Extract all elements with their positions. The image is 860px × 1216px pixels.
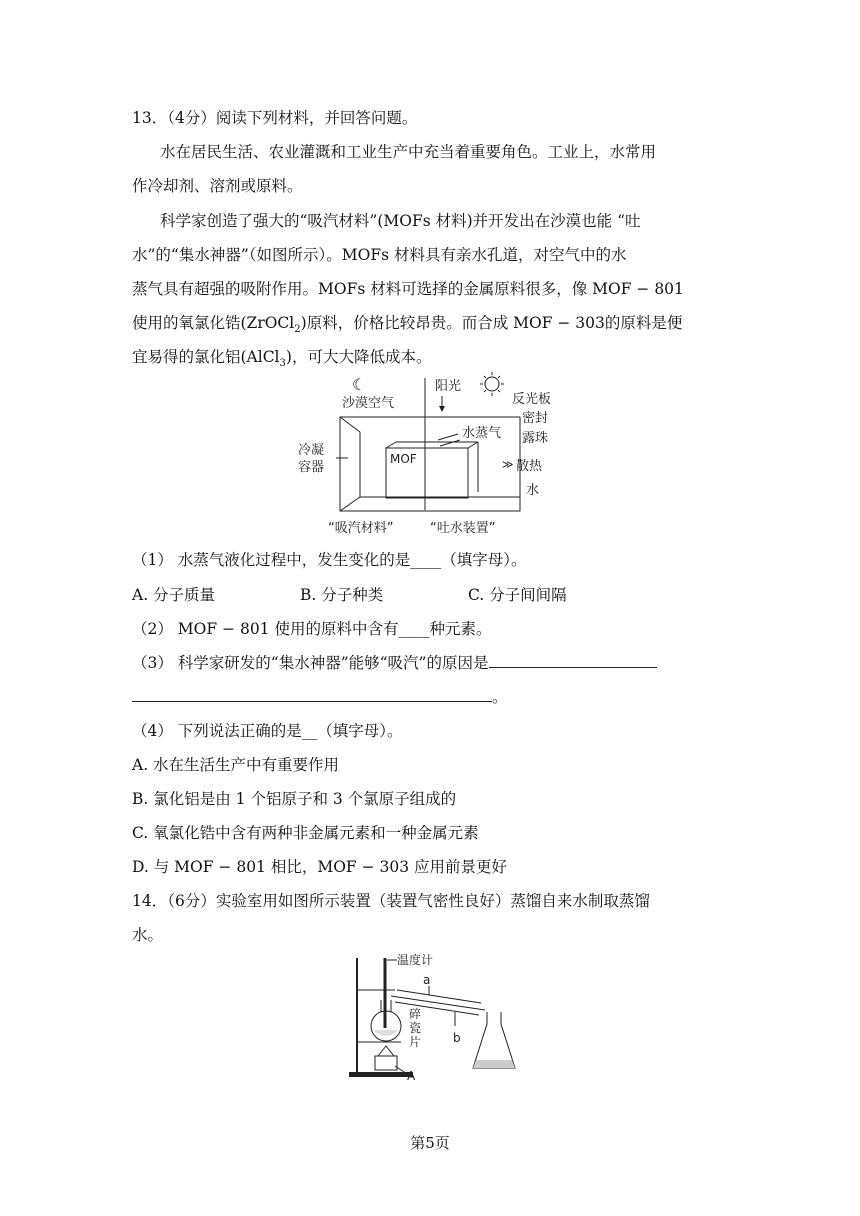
q13-sub3	[132, 653, 657, 673]
q13-sub4-option-d: D. 与 MOF − 801 相比，MOF − 303 应用前景更好	[132, 858, 508, 876]
q13-paragraph-2-line-4	[132, 313, 682, 340]
answer-blank[interactable]	[132, 687, 492, 702]
q13-header: 13．（4分）阅读下列材料，并回答问题。	[132, 109, 418, 127]
distilled-water	[473, 1060, 515, 1068]
sun-icon	[480, 372, 504, 396]
q13-sub1: （1） 水蒸气液化过程中，发生变化的是____（填字母）。	[132, 551, 527, 569]
q13-sub3-line2	[132, 687, 508, 707]
q14-header-line-2: 水。	[132, 926, 164, 944]
water-label: 水	[526, 483, 540, 498]
reflector-label: 反光板	[512, 392, 552, 407]
label-b: b	[453, 1031, 461, 1045]
q14-header-line-1: 14．（6分）实验室用如图所示装置（装置气密性良好）蒸馏自来水制取蒸馏	[132, 892, 650, 910]
water-vapor-label: 水蒸气	[462, 426, 502, 441]
q13-paragraph-1-line-1: 水在居民生活、农业灌溉和工业生产中充当着重要角色。工业上，水常用	[160, 143, 657, 161]
q13-sub4-option-c: C. 氧氯化锆中含有两种非金属元素和一种金属元素	[132, 824, 479, 842]
container-edge	[340, 417, 360, 432]
vapor-arrow	[438, 434, 458, 440]
conical-flask	[473, 1012, 515, 1068]
label-A: A	[407, 1069, 416, 1082]
distillation-apparatus-figure	[345, 950, 525, 1082]
mof-box-edge	[386, 442, 396, 448]
caption-left: “吸汽材料”	[328, 521, 394, 536]
vapor-arrow	[440, 440, 460, 446]
mof-box-edge	[468, 442, 478, 448]
mof-label: MOF	[390, 452, 417, 466]
text-fragment: )，可大大降低成本。	[285, 348, 432, 366]
heat-label: 散热	[516, 459, 543, 474]
condenser-jacket	[397, 990, 481, 1003]
q13-option-c: C. 分子间间隔	[468, 586, 567, 604]
period: 。	[492, 688, 508, 706]
flame	[378, 1046, 394, 1056]
sub3-text: （3） 科学家研发的“集水神器”能够“吸汽”的原因是	[132, 654, 489, 672]
caption-right: “吐水装置”	[430, 521, 496, 536]
desert-air-label: 沙漠空气	[342, 396, 395, 411]
text-fragment: 宜易得的氯化铝(AlCl	[132, 348, 280, 366]
sealed-label: 密封	[522, 411, 549, 426]
q13-sub2: （2） MOF − 801 使用的原料中含有____种元素。	[132, 620, 492, 638]
condenser-label: 冷凝	[298, 443, 325, 458]
thermometer-label: 温度计	[397, 953, 434, 967]
sunlight-label: 阳光	[435, 379, 462, 394]
condenser-label: 容器	[298, 460, 325, 475]
q13-option-a: A. 分子质量	[132, 586, 216, 604]
text-fragment: 使用的氧氯化锆(ZrOCl	[132, 314, 295, 332]
heat-arrows-icon: ≫	[502, 458, 514, 471]
answer-blank[interactable]	[489, 653, 657, 668]
q13-option-b: B. 分子种类	[300, 586, 384, 604]
flask-liquid	[373, 1030, 399, 1036]
chips-label: 片	[409, 1035, 422, 1049]
container-edge	[340, 497, 360, 511]
alcohol-lamp	[375, 1056, 397, 1070]
condenser-tube	[391, 996, 485, 1010]
q13-paragraph-2-line-2: 水”的“集水神器”（如图所示）。MOFs 材料具有亲水孔道，对空气中的水	[132, 246, 627, 264]
stand-base	[349, 1072, 413, 1077]
chips-label: 瓷	[409, 1021, 422, 1035]
condenser-jacket	[395, 1002, 479, 1015]
page-number: 第5页	[410, 1134, 450, 1152]
chips-label: 碎	[409, 1007, 422, 1021]
q13-paragraph-2-line-1: 科学家创造了强大的“吸汽材料”(MOFs 材料)并开发出在沙漠也能 “吐	[160, 212, 641, 230]
label-a: a	[423, 973, 431, 987]
q13-paragraph-1-line-2: 作冷却剂、溶剂或原料。	[132, 177, 303, 195]
water-harvester-figure	[290, 370, 580, 540]
dew-label: 露珠	[522, 431, 549, 446]
text-fragment: )原料，价格比较昂贵。而合成 MOF − 303的原料是便	[300, 314, 683, 332]
moon-icon: ☾	[352, 375, 367, 394]
q13-paragraph-2-line-3: 蒸气具有超强的吸附作用。MOFs 材料可选择的金属原料很多，像 MOF − 801	[132, 280, 684, 298]
q13-sub4: （4） 下列说法正确的是__（填字母）。	[132, 722, 403, 740]
subscript: 2	[294, 324, 301, 336]
q13-sub4-option-b: B. 氯化铝是由 1 个铝原子和 3 个氯原子组成的	[132, 790, 457, 808]
sun-arrow-head	[439, 406, 445, 412]
subscript: 3	[279, 358, 286, 370]
q13-sub4-option-a: A. 水在生活生产中有重要作用	[132, 756, 340, 774]
